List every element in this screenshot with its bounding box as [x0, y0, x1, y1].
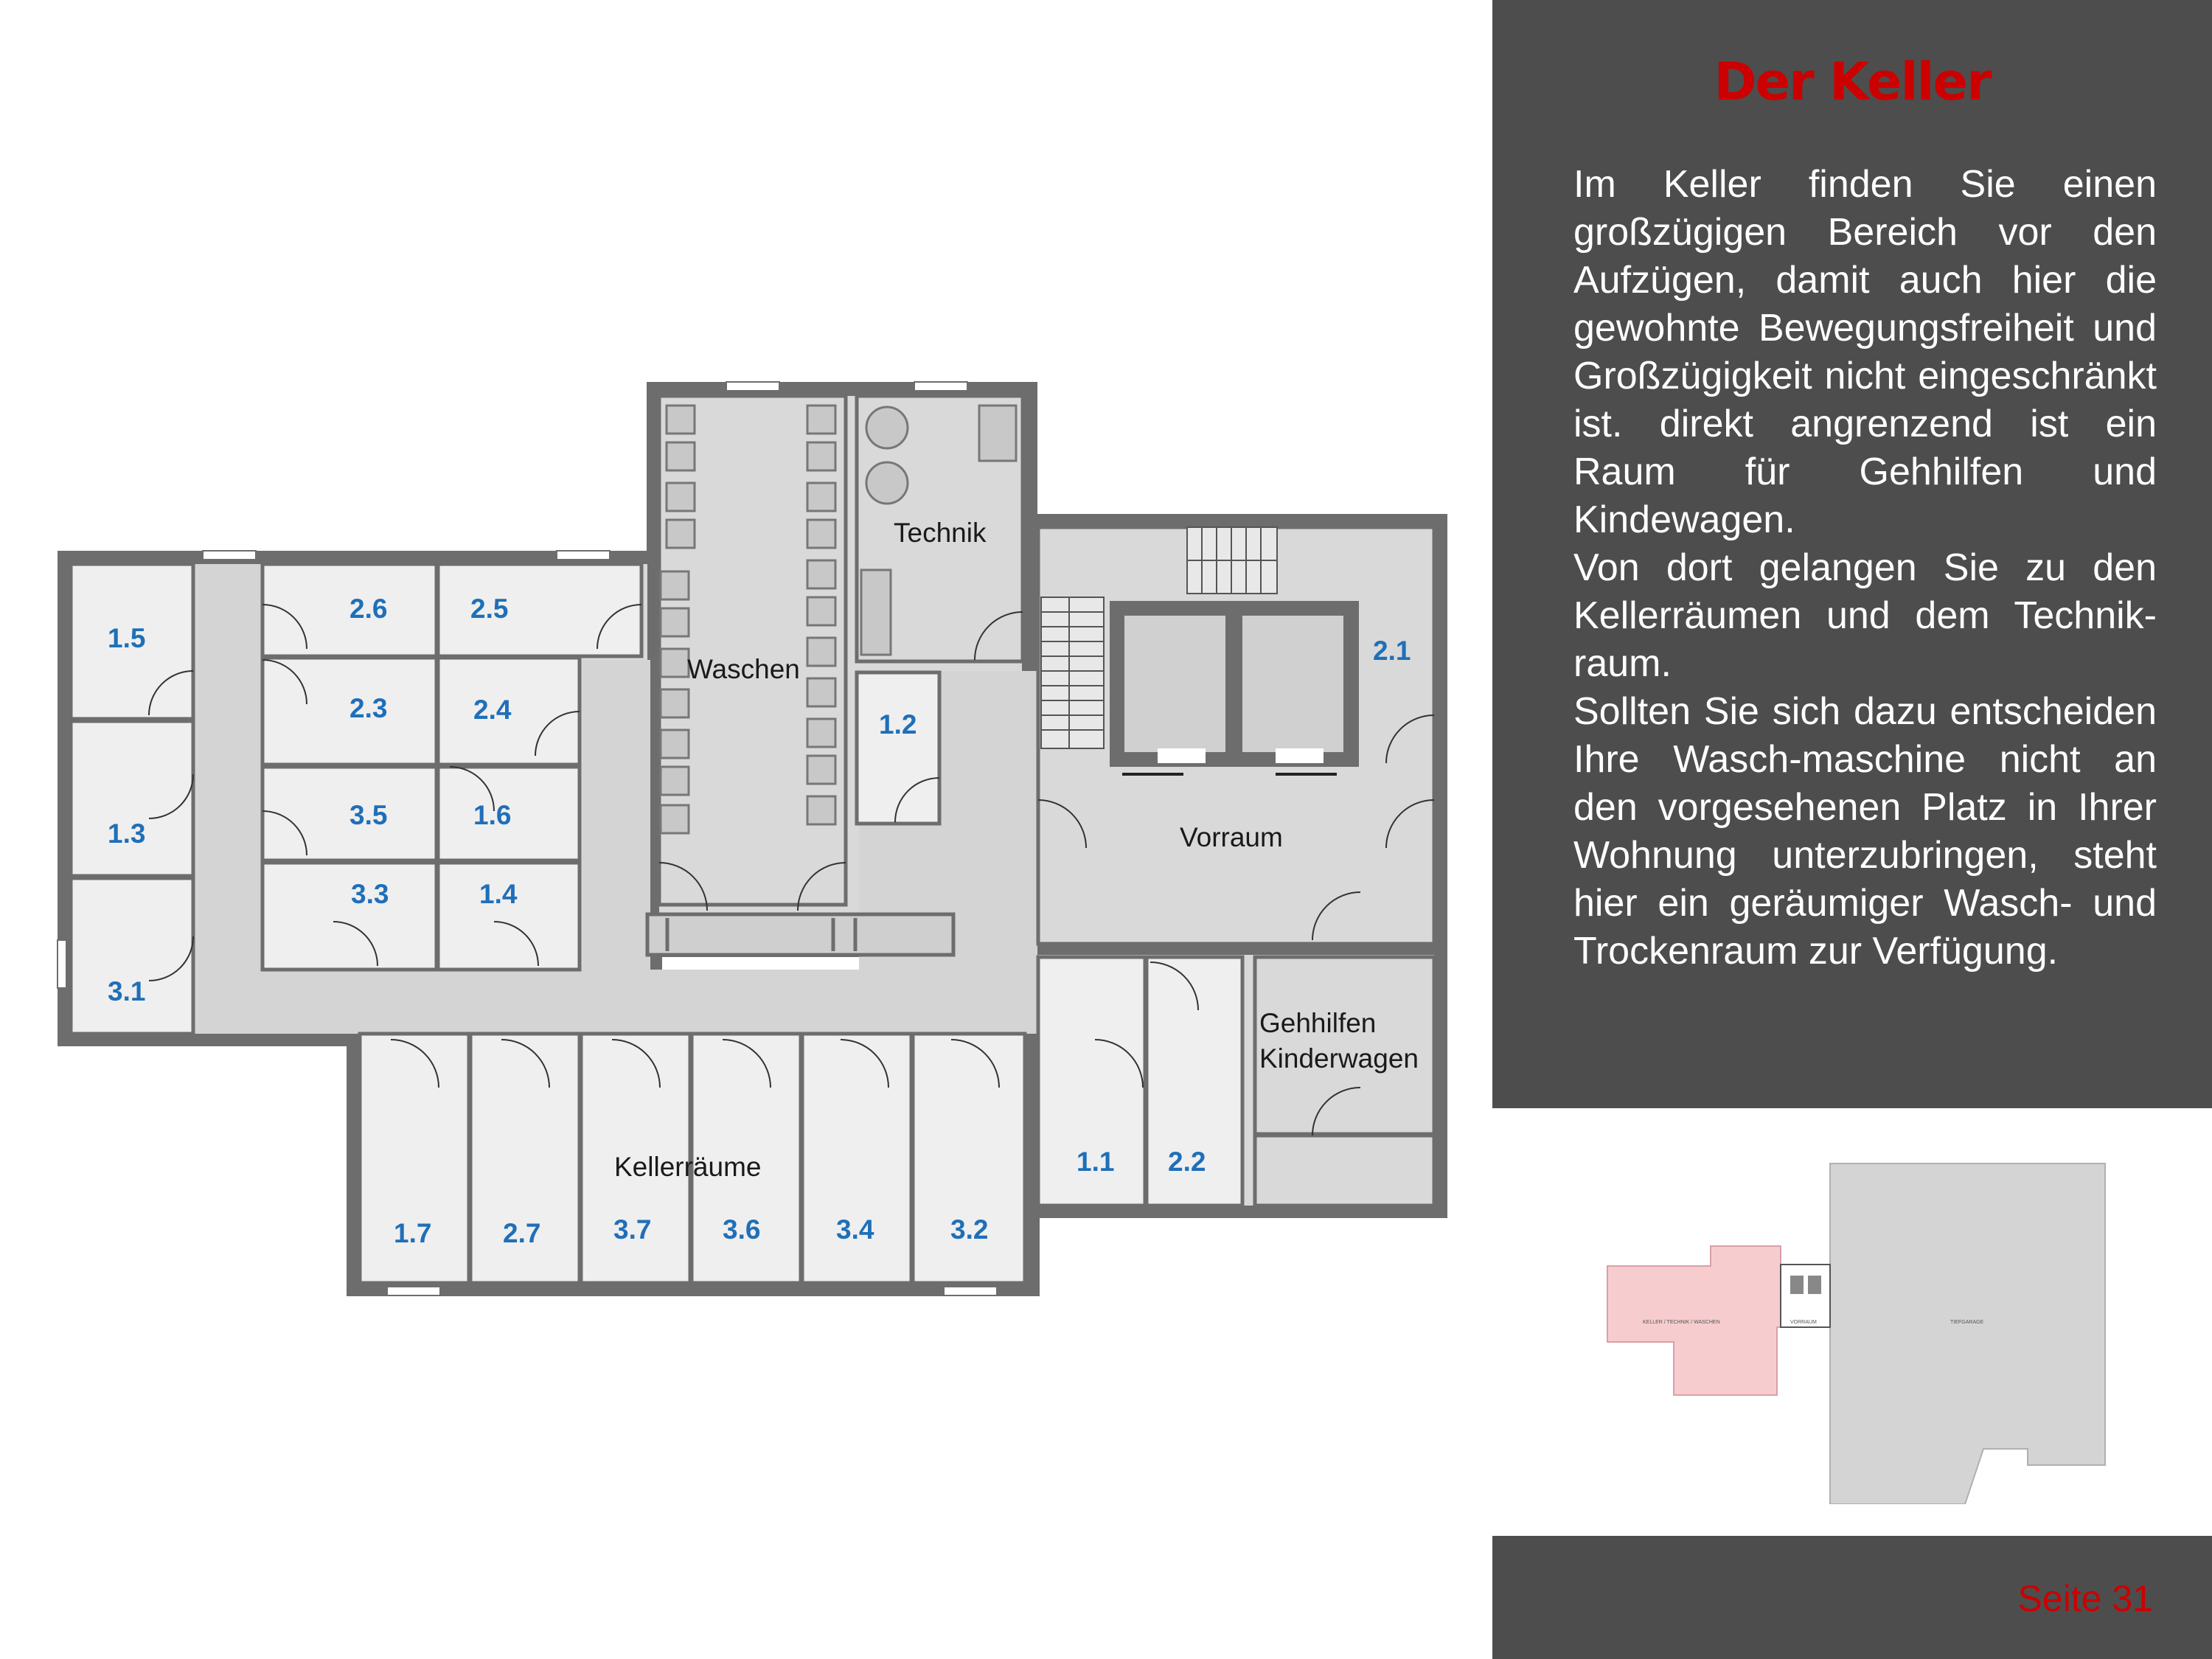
- storage-rooms-right: [1038, 957, 1242, 1206]
- unit-number: 2.7: [503, 1218, 541, 1248]
- unit-number: 1.5: [108, 623, 146, 653]
- unit-number: 3.2: [950, 1214, 989, 1245]
- unit-number: 2.1: [1373, 636, 1411, 666]
- corridor: [193, 970, 1144, 1034]
- elevator-icon: [1808, 1276, 1821, 1294]
- room-label-kinderwagen: Kinderwagen: [1259, 1043, 1419, 1074]
- description-paragraph: Von dort gelangen Sie zu den Kellerräumen und dem Technik-raum.: [1573, 546, 2157, 685]
- room-label-vorraum: Vorraum: [1180, 822, 1283, 852]
- unit-number: 2.5: [470, 594, 509, 624]
- unit-number: 1.7: [394, 1218, 432, 1248]
- description-panel: [1492, 0, 2212, 1108]
- corridor: [582, 660, 650, 970]
- description-paragraph: Sollten Sie sich dazu entscheiden Ihre Wasch-maschine nicht an den vorgesehenen Platz in Ihrer Wohnung unterzubringen, steht hier ein geräumiger Wasch- und Trockenraum zur Verfügung.: [1573, 690, 2157, 973]
- vorraum-area: [1781, 1265, 1830, 1327]
- section-title: Der Keller: [1714, 52, 1991, 112]
- gehhilfen-annex: [1255, 1135, 1434, 1206]
- tiefgarage-area: [1830, 1164, 2105, 1504]
- description-paragraph: Im Keller finden Sie einen großzügigen Bereich vor den Aufzügen, damit auch hier die gewohnte Bewegungsfreiheit und Großzügigkeit nicht eingeschränkt ist. direkt angrenzend ist ein Raum für Gehhilfen und Kindewagen.: [1573, 163, 2157, 541]
- corridor: [193, 564, 261, 1034]
- footer-bar: [1492, 1536, 2212, 1659]
- unit-number: 3.6: [723, 1214, 761, 1245]
- room-label-technik: Technik: [894, 518, 987, 548]
- unit-number: 2.4: [473, 695, 512, 725]
- benches: [647, 914, 953, 955]
- room-label-gehhilfen: Gehhilfen: [1259, 1008, 1377, 1038]
- unit-number: 2.2: [1168, 1147, 1206, 1177]
- unit-number: 3.1: [108, 976, 146, 1006]
- unit-number: 2.3: [349, 693, 388, 723]
- unit-number: 1.1: [1077, 1147, 1115, 1177]
- unit-number: 2.6: [349, 594, 388, 624]
- unit-number: 1.6: [473, 800, 512, 830]
- elevator-icon: [1790, 1276, 1804, 1294]
- site-plan-thumbnail: [1593, 1158, 2116, 1504]
- description-text: [1573, 161, 2157, 975]
- room-label-kellerraeume: Kellerräume: [614, 1152, 762, 1182]
- unit-number: 1.4: [479, 879, 518, 909]
- site-label-vorraum: VORRAUM: [1790, 1320, 1817, 1325]
- room-label-waschen: Waschen: [687, 654, 800, 684]
- storage-room-1-2: [857, 672, 939, 824]
- unit-number: 3.5: [349, 800, 388, 830]
- unit-number: 1.2: [879, 709, 917, 740]
- site-label-keller: KELLER / TECHNIK / WASCHEN: [1643, 1320, 1720, 1325]
- unit-number: 3.7: [613, 1214, 652, 1245]
- unit-number: 1.3: [108, 818, 146, 849]
- unit-number: 3.4: [836, 1214, 874, 1245]
- site-label-tiefgarage: TIEFGARAGE: [1950, 1320, 1984, 1325]
- elevators: [1110, 601, 1359, 774]
- page-number: Seite 31: [2017, 1578, 2153, 1619]
- unit-number: 3.3: [351, 879, 389, 909]
